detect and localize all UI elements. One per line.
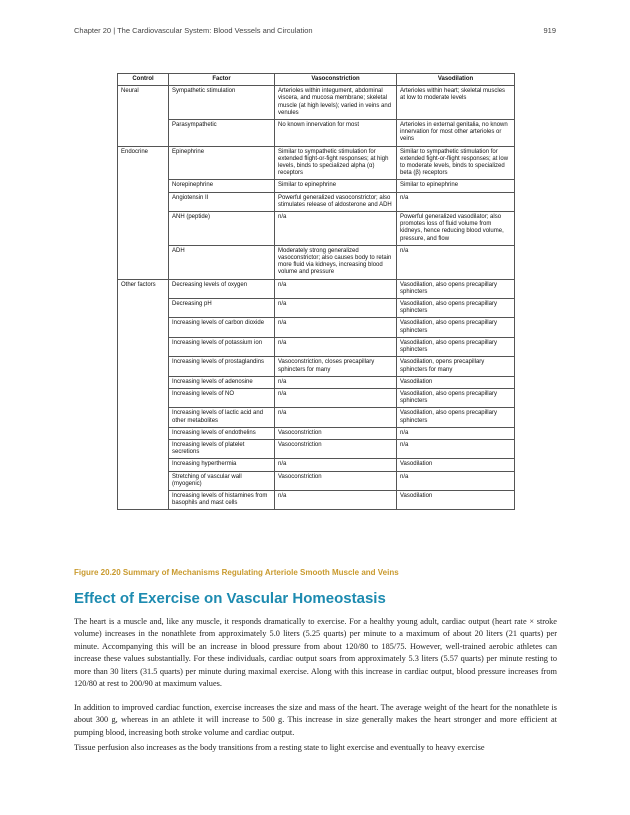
factor-cell: Norepinephrine — [169, 180, 275, 192]
vasodilation-cell: n/a — [397, 245, 515, 279]
table-row — [118, 120, 515, 147]
vasodilation-cell: Vasodilation, also opens precapillary sphincters — [397, 408, 515, 427]
table-body — [118, 86, 515, 510]
column-header-vasoconstriction: Vasoconstriction — [275, 74, 397, 86]
mechanisms-table-container — [117, 73, 514, 510]
vasoconstriction-cell: Vasoconstriction, closes precapillary sphincters for many — [275, 357, 397, 376]
factor-cell: ANH (peptide) — [169, 212, 275, 246]
body-paragraph: The heart is a muscle and, like any muscle, it responds dramatically to exercise. For a healthy young adult, cardiac output (heart rate × stroke volume) increases in the nonathlete from approximately 5.0 liters (5.25 quarts) per minute to a maximum of about 20 liters (21 quarts) per minute. Accompanying this will be an increase in blood pressure from about 120/80 to 185/75. However, well-trained aerobic athletes can increase these values substantially. For these individuals, cardiac output soars from approximately 5.3 liters (5.57 quarts) per minute resting to more than 30 liters (31.5 quarts) per minute during maximal exercise. Along with this increase in cardiac output, blood pressure increases from 120/80 at rest to 200/90 at maximum values. — [74, 617, 557, 689]
vasoconstriction-cell: n/a — [275, 279, 397, 298]
vasodilation-cell: n/a — [397, 192, 515, 211]
factor-cell: Increasing levels of NO — [169, 388, 275, 407]
table-row — [118, 279, 515, 298]
table-row — [118, 471, 515, 490]
factor-cell: Increasing hyperthermia — [169, 459, 275, 471]
factor-cell: ADH — [169, 245, 275, 279]
factor-cell: Stretching of vascular wall (myogenic) — [169, 471, 275, 490]
table-row — [118, 86, 515, 120]
vasoconstriction-cell: Similar to epinephrine — [275, 180, 397, 192]
table-row — [118, 245, 515, 279]
vasoconstriction-cell: Arterioles within integument, abdominal viscera, and mucosa membrane; skeletal muscle (at high levels); varied in veins and venules — [275, 86, 397, 120]
vasodilation-cell: Vasodilation — [397, 459, 515, 471]
table-row — [118, 318, 515, 337]
vasodilation-cell: Vasodilation — [397, 376, 515, 388]
control-cell: Neural — [118, 86, 169, 146]
factor-cell: Increasing levels of adenosine — [169, 376, 275, 388]
factor-cell: Increasing levels of prostaglandins — [169, 357, 275, 376]
vasoconstriction-cell: n/a — [275, 318, 397, 337]
vasoconstriction-cell: n/a — [275, 459, 397, 471]
table-row — [118, 357, 515, 376]
column-header-vasodilation: Vasodilation — [397, 74, 515, 86]
vasoconstriction-cell: Moderately strong generalized vasoconstrictor; also causes body to retain more fluid via kidneys, increasing blood volume and pressure — [275, 245, 397, 279]
vasodilation-cell: n/a — [397, 471, 515, 490]
vasodilation-cell: n/a — [397, 427, 515, 439]
vasoconstriction-cell: Vasoconstriction — [275, 471, 397, 490]
table-row — [118, 212, 515, 246]
body-paragraph: In addition to improved cardiac function, exercise increases the size and mass of the heart. The average weight of the heart for the nonathlete is about 300 g, whereas in an athlete it will increase to 500 g. This increase in size generally makes the heart stronger and more efficient at pumping blood, increasing both stroke volume and cardiac output. — [74, 703, 557, 737]
vasoconstriction-cell: No known innervation for most — [275, 120, 397, 147]
vasodilation-cell: Vasodilation, also opens precapillary sphincters — [397, 318, 515, 337]
table-header-row — [118, 74, 515, 86]
table-row — [118, 459, 515, 471]
factor-cell: Increasing levels of endothelins — [169, 427, 275, 439]
section-heading: Effect of Exercise on Vascular Homeostasis — [74, 590, 386, 607]
vasodilation-cell: n/a — [397, 439, 515, 458]
page-number: 919 — [543, 26, 556, 35]
factor-cell: Angiotensin II — [169, 192, 275, 211]
factor-cell: Increasing levels of platelet secretions — [169, 439, 275, 458]
factor-cell: Increasing levels of histamines from basophils and mast cells — [169, 490, 275, 509]
vasoconstriction-cell: Similar to sympathetic stimulation for extended flight-or-fight responses; at high levels, binds to specialized alpha (α) receptors — [275, 146, 397, 180]
table-row — [118, 427, 515, 439]
factor-cell: Decreasing levels of oxygen — [169, 279, 275, 298]
mechanisms-table — [117, 73, 515, 510]
factor-cell: Increasing levels of potassium ion — [169, 337, 275, 356]
table-row — [118, 376, 515, 388]
vasoconstriction-cell: n/a — [275, 212, 397, 246]
vasodilation-cell: Vasodilation, also opens precapillary sphincters — [397, 388, 515, 407]
vasoconstriction-cell: n/a — [275, 388, 397, 407]
chapter-title: Chapter 20 | The Cardiovascular System: Blood Vessels and Circulation — [74, 26, 313, 35]
body-paragraph: Tissue perfusion also increases as the body transitions from a resting state to light exercise and eventually to heavy exercise — [74, 743, 485, 752]
factor-cell: Sympathetic stimulation — [169, 86, 275, 120]
running-header — [74, 26, 556, 35]
vasodilation-cell: Vasodilation, also opens precapillary sphincters — [397, 279, 515, 298]
figure-caption: Figure 20.20 Summary of Mechanisms Regulating Arteriole Smooth Muscle and Veins — [74, 568, 399, 577]
factor-cell: Decreasing pH — [169, 299, 275, 318]
vasodilation-cell: Arterioles within heart; skeletal muscles at low to moderate levels — [397, 86, 515, 120]
table-row — [118, 337, 515, 356]
factor-cell: Epinephrine — [169, 146, 275, 180]
vasodilation-cell: Vasodilation — [397, 490, 515, 509]
vasoconstriction-cell: n/a — [275, 337, 397, 356]
vasodilation-cell: Vasodilation, opens precapillary sphincters for many — [397, 357, 515, 376]
control-cell: Other factors — [118, 279, 169, 510]
vasoconstriction-cell: n/a — [275, 408, 397, 427]
table-row — [118, 192, 515, 211]
column-header-factor: Factor — [169, 74, 275, 86]
vasoconstriction-cell: n/a — [275, 490, 397, 509]
vasoconstriction-cell: Vasoconstriction — [275, 427, 397, 439]
vasodilation-cell: Vasodilation, also opens precapillary sphincters — [397, 299, 515, 318]
vasodilation-cell: Powerful generalized vasodilator; also promotes loss of fluid volume from kidneys, hence reducing blood volume, pressure, and flow — [397, 212, 515, 246]
table-row — [118, 146, 515, 180]
vasoconstriction-cell: n/a — [275, 376, 397, 388]
vasodilation-cell: Arterioles in external genitalia, no known innervation for most other arterioles or veins — [397, 120, 515, 147]
table-row — [118, 439, 515, 458]
control-cell: Endocrine — [118, 146, 169, 279]
table-row — [118, 490, 515, 509]
vasoconstriction-cell: n/a — [275, 299, 397, 318]
table-row — [118, 388, 515, 407]
vasodilation-cell: Similar to epinephrine — [397, 180, 515, 192]
table-row — [118, 299, 515, 318]
vasodilation-cell: Vasodilation, also opens precapillary sphincters — [397, 337, 515, 356]
vasoconstriction-cell: Powerful generalized vasoconstrictor; also stimulates release of aldosterone and ADH — [275, 192, 397, 211]
factor-cell: Parasympathetic — [169, 120, 275, 147]
vasoconstriction-cell: Vasoconstriction — [275, 439, 397, 458]
factor-cell: Increasing levels of carbon dioxide — [169, 318, 275, 337]
table-row — [118, 180, 515, 192]
vasodilation-cell: Similar to sympathetic stimulation for extended fight-or-flight responses; at low to moderate levels, binds to specialized beta (β) receptors — [397, 146, 515, 180]
factor-cell: Increasing levels of lactic acid and other metabolites — [169, 408, 275, 427]
table-row — [118, 408, 515, 427]
column-header-control: Control — [118, 74, 169, 86]
